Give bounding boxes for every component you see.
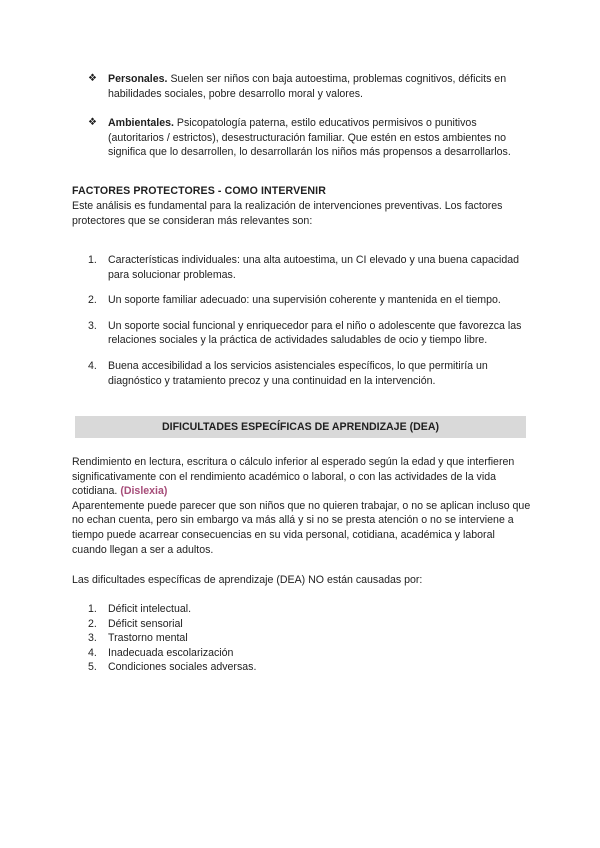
- list-item: [88, 253, 534, 282]
- item-text: Suelen ser niños con baja autoestima, problemas cognitivos, déficits en habilidades sociales, pobre desarrollo moral y valores.: [108, 73, 507, 100]
- definition-paragraph: [72, 455, 532, 557]
- item-text: Un soporte familiar adecuado: una supervisión coherente y mantenida en el tiempo.: [108, 294, 501, 307]
- item-number: 1.: [88, 603, 97, 615]
- item-number: 4.: [88, 359, 97, 372]
- item-number: 1.: [88, 254, 97, 266]
- item-number: 5.: [88, 661, 97, 674]
- list-item: [88, 631, 534, 646]
- item-text: Déficit sensorial: [108, 617, 183, 630]
- item-title: Personales.: [108, 73, 168, 85]
- appearance-text: Aparentemente puede parecer que son niños que no quieren trabajar, o no se aplican incluso que no echan cuenta, pero sin embargo va más allá y si no se presta atención o no se interviene a tiempo puede acarrear consecuencias en su vida personal, cotidiana, académica y laboral cuando llegan a ser a adultos.: [72, 499, 531, 556]
- list-item: [88, 359, 534, 388]
- list-item: [88, 293, 534, 308]
- list-item: [88, 646, 534, 661]
- causes-intro: Las dificultades específicas de aprendizaje (DEA) NO están causadas por:: [72, 574, 423, 586]
- item-text: Inadecuada escolarización: [108, 646, 234, 659]
- intro-paragraph: Este análisis es fundamental para la realización de intervenciones preventivas. Los factores protectores que se consideran más relevantes son:: [72, 200, 503, 227]
- list-item: [88, 660, 534, 675]
- list-item: [88, 116, 534, 160]
- item-text: Un soporte social funcional y enriquecedor para el niño o adolescente que favorezca las relaciones sociales y la práctica de actividades saludables de ocio y tiempo libre.: [108, 319, 522, 347]
- diamond-bullet-icon: ❖: [88, 73, 97, 84]
- risk-factor-list: [88, 72, 534, 160]
- item-number: 4.: [88, 646, 97, 659]
- section-heading: FACTORES PROTECTORES - COMO INTERVENIR: [72, 185, 326, 197]
- causes-list: [88, 602, 534, 675]
- item-number: 3.: [88, 632, 97, 645]
- item-text: Psicopatología paterna, estilo educativos permisivos o punitivos (autoritarios / estrictos), desestructuración familiar. Que estén en estos ambientes no significa que lo desarrollen, lo desarrollarán los niños más propensos a desarrollarlos.: [108, 117, 511, 159]
- item-title: Ambientales.: [108, 117, 174, 130]
- protective-factor-list: [88, 253, 534, 388]
- section-banner: DIFICULTADES ESPECÍFICAS DE APRENDIZAJE (DEA): [75, 416, 526, 438]
- item-number: 2.: [88, 617, 97, 630]
- list-item: [88, 72, 534, 101]
- dyslexia-highlight: (Dislexia): [120, 485, 168, 498]
- item-text: Déficit intelectual.: [108, 603, 192, 615]
- list-item: [88, 319, 534, 348]
- diamond-bullet-icon: ❖: [88, 117, 97, 129]
- item-text: Trastorno mental: [108, 632, 188, 645]
- definition-text: Rendimiento en lectura, escritura o cálculo inferior al esperado según la edad y que interfieren significativamente con el rendimiento académico o laboral, o con las actividades de la vida cotidiana.: [72, 456, 515, 498]
- list-item: [88, 602, 534, 617]
- item-number: 3.: [88, 319, 97, 332]
- item-text: Buena accesibilidad a los servicios asistenciales específicos, lo que permitiría un diagnóstico y tratamiento precoz y una continuidad en la intervención.: [108, 359, 488, 387]
- item-text: Condiciones sociales adversas.: [108, 661, 257, 674]
- list-item: [88, 617, 534, 632]
- item-text: Características individuales: una alta autoestima, un CI elevado y una buena capacidad para solucionar problemas.: [108, 254, 520, 281]
- item-number: 2.: [88, 294, 97, 307]
